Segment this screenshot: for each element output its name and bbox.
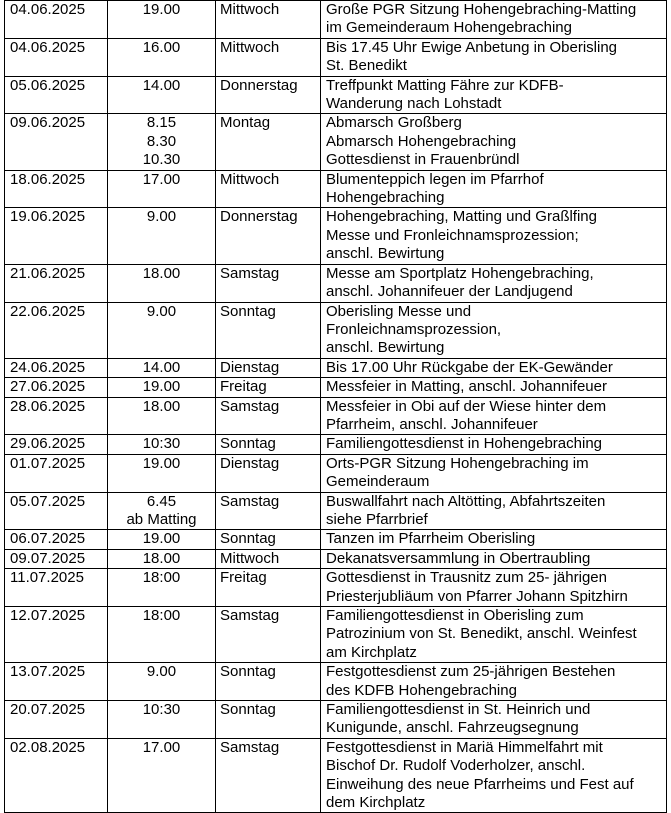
event-description-line: Pfarrheim, anschl. Johannifeuer (326, 415, 538, 433)
table-row (5, 1, 667, 39)
table-row (5, 569, 667, 607)
table-row (5, 38, 667, 76)
event-date: 06.07.2025 (5, 530, 108, 549)
event-weekday: Sonntag (216, 302, 321, 358)
event-description-line: Treffpunkt Matting Fähre zur KDFB- (326, 76, 564, 94)
event-time (108, 569, 216, 607)
event-description (321, 701, 667, 739)
event-time-line: 16.00 (142, 38, 181, 56)
event-time (108, 530, 216, 549)
table-row (5, 208, 667, 264)
event-time (108, 170, 216, 208)
event-description-line: Hohengebraching, Matting und Graßlfing (326, 208, 597, 226)
event-date: 09.07.2025 (5, 549, 108, 568)
table-row (5, 663, 667, 701)
event-description (321, 454, 667, 492)
event-description-line: Blumenteppich legen im Pfarrhof (326, 170, 544, 188)
event-description-line: Fronleichnamsprozession, (326, 320, 502, 338)
table-row (5, 454, 667, 492)
event-time (108, 38, 216, 76)
event-description-line: Priesterjubliäum von Pfarrer Johann Spitzhirn (326, 587, 628, 605)
event-description (321, 549, 667, 568)
event-description-line: Dekanatsversammlung in Obertraubling (326, 549, 591, 567)
event-weekday: Mittwoch (216, 549, 321, 568)
event-weekday: Donnerstag (216, 208, 321, 264)
table-row (5, 302, 667, 358)
table-row (5, 378, 667, 397)
event-time (108, 607, 216, 663)
event-date: 27.06.2025 (5, 378, 108, 397)
event-description-line: Festgottesdienst zum 25-jährigen Bestehen (326, 663, 616, 681)
event-weekday: Freitag (216, 378, 321, 397)
table-row (5, 435, 667, 454)
event-description (321, 607, 667, 663)
event-time-line: 18.00 (142, 264, 181, 282)
table-row (5, 607, 667, 663)
event-weekday: Samstag (216, 607, 321, 663)
event-description-line: Abmarsch Großberg (326, 114, 462, 132)
event-time-line: 18:00 (142, 607, 181, 624)
event-time-line: 9.00 (146, 208, 177, 226)
event-description-line: Wanderung nach Lohstadt (326, 95, 502, 113)
event-description (321, 114, 667, 170)
table-row (5, 76, 667, 114)
table-row (5, 397, 667, 435)
event-description (321, 492, 667, 530)
event-description-line: Messfeier in Obi auf der Wiese hinter dem (326, 397, 607, 415)
event-time-line: 17.00 (142, 738, 181, 756)
event-description-line: Orts-PGR Sitzung Hohengebraching im (326, 454, 589, 472)
event-table (4, 0, 667, 813)
event-description-line: Hohengebraching (326, 189, 445, 207)
table-row (5, 114, 667, 170)
event-description-line: anschl. Bewirtung (326, 245, 445, 263)
event-time-line: 19.00 (142, 454, 181, 472)
event-time (108, 208, 216, 264)
event-date: 28.06.2025 (5, 397, 108, 435)
event-description-line: Messe und Fronleichnamsprozession; (326, 226, 579, 244)
event-weekday: Samstag (216, 397, 321, 435)
event-weekday: Samstag (216, 492, 321, 530)
event-description-line: Gottesdienst in Trausnitz zum 25- jährigen (326, 569, 607, 587)
event-description-line: am Kirchplatz (326, 643, 417, 661)
event-description-line: Messfeier in Matting, anschl. Johannifeuer (326, 378, 607, 396)
event-time-line: 18.00 (142, 397, 181, 415)
event-description-line: Festgottesdienst in Mariä Himmelfahrt mit (326, 738, 603, 756)
event-weekday: Sonntag (216, 530, 321, 549)
event-date: 21.06.2025 (5, 264, 108, 302)
event-weekday: Samstag (216, 738, 321, 813)
event-description-line: Gemeinderaum (326, 473, 430, 491)
event-weekday: Sonntag (216, 701, 321, 739)
event-date: 13.07.2025 (5, 663, 108, 701)
event-description-line: Buswallfahrt nach Altötting, Abfahrtszeiten (326, 492, 606, 510)
event-description-line: im Gemeinderaum Hohengebraching (326, 19, 572, 37)
table-row (5, 264, 667, 302)
event-date: 19.06.2025 (5, 208, 108, 264)
event-description (321, 358, 667, 377)
event-time-line: 9.00 (146, 302, 177, 320)
event-description (321, 264, 667, 302)
table-row (5, 549, 667, 568)
event-description (321, 397, 667, 435)
table-row (5, 170, 667, 208)
event-description-line: Tanzen im Pfarrheim Oberisling (326, 530, 536, 548)
event-weekday: Mittwoch (216, 38, 321, 76)
event-description-line: anschl. Johannifeuer der Landjugend (326, 283, 573, 301)
event-weekday: Mittwoch (216, 170, 321, 208)
event-time (108, 264, 216, 302)
event-description-line: Bis 17.00 Uhr Rückgabe der EK-Gewänder (326, 358, 613, 376)
event-weekday: Dienstag (216, 358, 321, 377)
event-description (321, 38, 667, 76)
event-time (108, 454, 216, 492)
event-description (321, 1, 667, 39)
event-time-line: 8.30 (146, 132, 177, 150)
event-weekday: Dienstag (216, 454, 321, 492)
table-row (5, 358, 667, 377)
event-time (108, 435, 216, 454)
event-description-line: Messe am Sportplatz Hohengebraching, (326, 264, 594, 282)
event-description-line: Gottesdienst in Frauenbründl (326, 151, 520, 169)
event-date: 04.06.2025 (5, 1, 108, 39)
event-time (108, 397, 216, 435)
event-time-line: 6.45 (146, 492, 177, 510)
event-date: 04.06.2025 (5, 38, 108, 76)
table-row (5, 530, 667, 549)
event-time (108, 492, 216, 530)
event-weekday: Sonntag (216, 435, 321, 454)
event-table-body (5, 1, 667, 813)
event-time (108, 1, 216, 39)
event-description-line: siehe Pfarrbrief (326, 510, 428, 528)
event-time-line: 14.00 (142, 76, 181, 94)
event-time-line: 19.00 (142, 378, 181, 396)
event-description-line: Einweihung des neue Pfarrheims und Fest auf (326, 775, 634, 793)
event-date: 05.07.2025 (5, 492, 108, 530)
event-date: 01.07.2025 (5, 454, 108, 492)
event-time (108, 302, 216, 358)
event-time (108, 358, 216, 377)
event-weekday: Mittwoch (216, 1, 321, 39)
event-time (108, 114, 216, 170)
event-weekday: Sonntag (216, 663, 321, 701)
event-description (321, 170, 667, 208)
event-description-line: Bis 17.45 Uhr Ewige Anbetung in Oberisling (326, 38, 618, 56)
event-time-line: 19.00 (142, 1, 181, 18)
event-date: 11.07.2025 (5, 569, 108, 607)
event-description-line: Oberisling Messe und (326, 302, 472, 320)
event-time (108, 663, 216, 701)
table-row (5, 701, 667, 739)
event-description-line: des KDFB Hohengebraching (326, 681, 517, 699)
event-description-line: Patrozinium von St. Benedikt, anschl. Weinfest (326, 625, 637, 643)
event-weekday: Montag (216, 114, 321, 170)
event-description (321, 378, 667, 397)
event-time-line: ab Matting (126, 510, 197, 528)
event-weekday: Samstag (216, 264, 321, 302)
event-date: 18.06.2025 (5, 170, 108, 208)
event-time-line: 9.00 (146, 663, 177, 681)
event-description (321, 435, 667, 454)
event-time-line: 10:30 (142, 701, 181, 719)
event-date: 12.07.2025 (5, 607, 108, 663)
event-time-line: 14.00 (142, 358, 181, 376)
event-description-line: Bischof Dr. Rudolf Voderholzer, anschl. (326, 757, 586, 775)
event-description (321, 302, 667, 358)
event-time (108, 738, 216, 813)
table-row (5, 738, 667, 813)
event-date: 05.06.2025 (5, 76, 108, 114)
event-description-line: Abmarsch Hohengebraching (326, 132, 517, 150)
event-time (108, 378, 216, 397)
event-date: 02.08.2025 (5, 738, 108, 813)
event-description (321, 530, 667, 549)
event-weekday: Freitag (216, 569, 321, 607)
event-time-line: 19.00 (142, 530, 181, 548)
event-description-line: Familiengottesdienst in Oberisling zum (326, 607, 584, 624)
event-date: 29.06.2025 (5, 435, 108, 454)
event-description (321, 208, 667, 264)
event-time-line: 10.30 (142, 151, 181, 169)
event-time-line: 10:30 (142, 435, 181, 453)
event-description-line: Familiengottesdienst in Hohengebraching (326, 435, 603, 453)
event-description-line: Kunigunde, anschl. Fahrzeugsegnung (326, 719, 579, 737)
event-time (108, 549, 216, 568)
event-description-line: St. Benedikt (326, 57, 407, 75)
event-description (321, 738, 667, 813)
event-description (321, 663, 667, 701)
event-time-line: 8.15 (146, 114, 177, 132)
event-time (108, 76, 216, 114)
event-time-line: 18.00 (142, 549, 181, 567)
event-date: 24.06.2025 (5, 358, 108, 377)
event-time (108, 701, 216, 739)
event-date: 20.07.2025 (5, 701, 108, 739)
event-date: 22.06.2025 (5, 302, 108, 358)
event-weekday: Donnerstag (216, 76, 321, 114)
event-description (321, 569, 667, 607)
event-time-line: 18:00 (142, 569, 181, 587)
event-time-line: 17.00 (142, 170, 181, 188)
event-description-line: Große PGR Sitzung Hohengebraching-Matting (326, 1, 637, 18)
event-date: 09.06.2025 (5, 114, 108, 170)
event-description (321, 76, 667, 114)
event-description-line: dem Kirchplatz (326, 794, 426, 812)
event-description-line: anschl. Bewirtung (326, 339, 445, 357)
event-description-line: Familiengottesdienst in St. Heinrich und (326, 701, 591, 719)
table-row (5, 492, 667, 530)
